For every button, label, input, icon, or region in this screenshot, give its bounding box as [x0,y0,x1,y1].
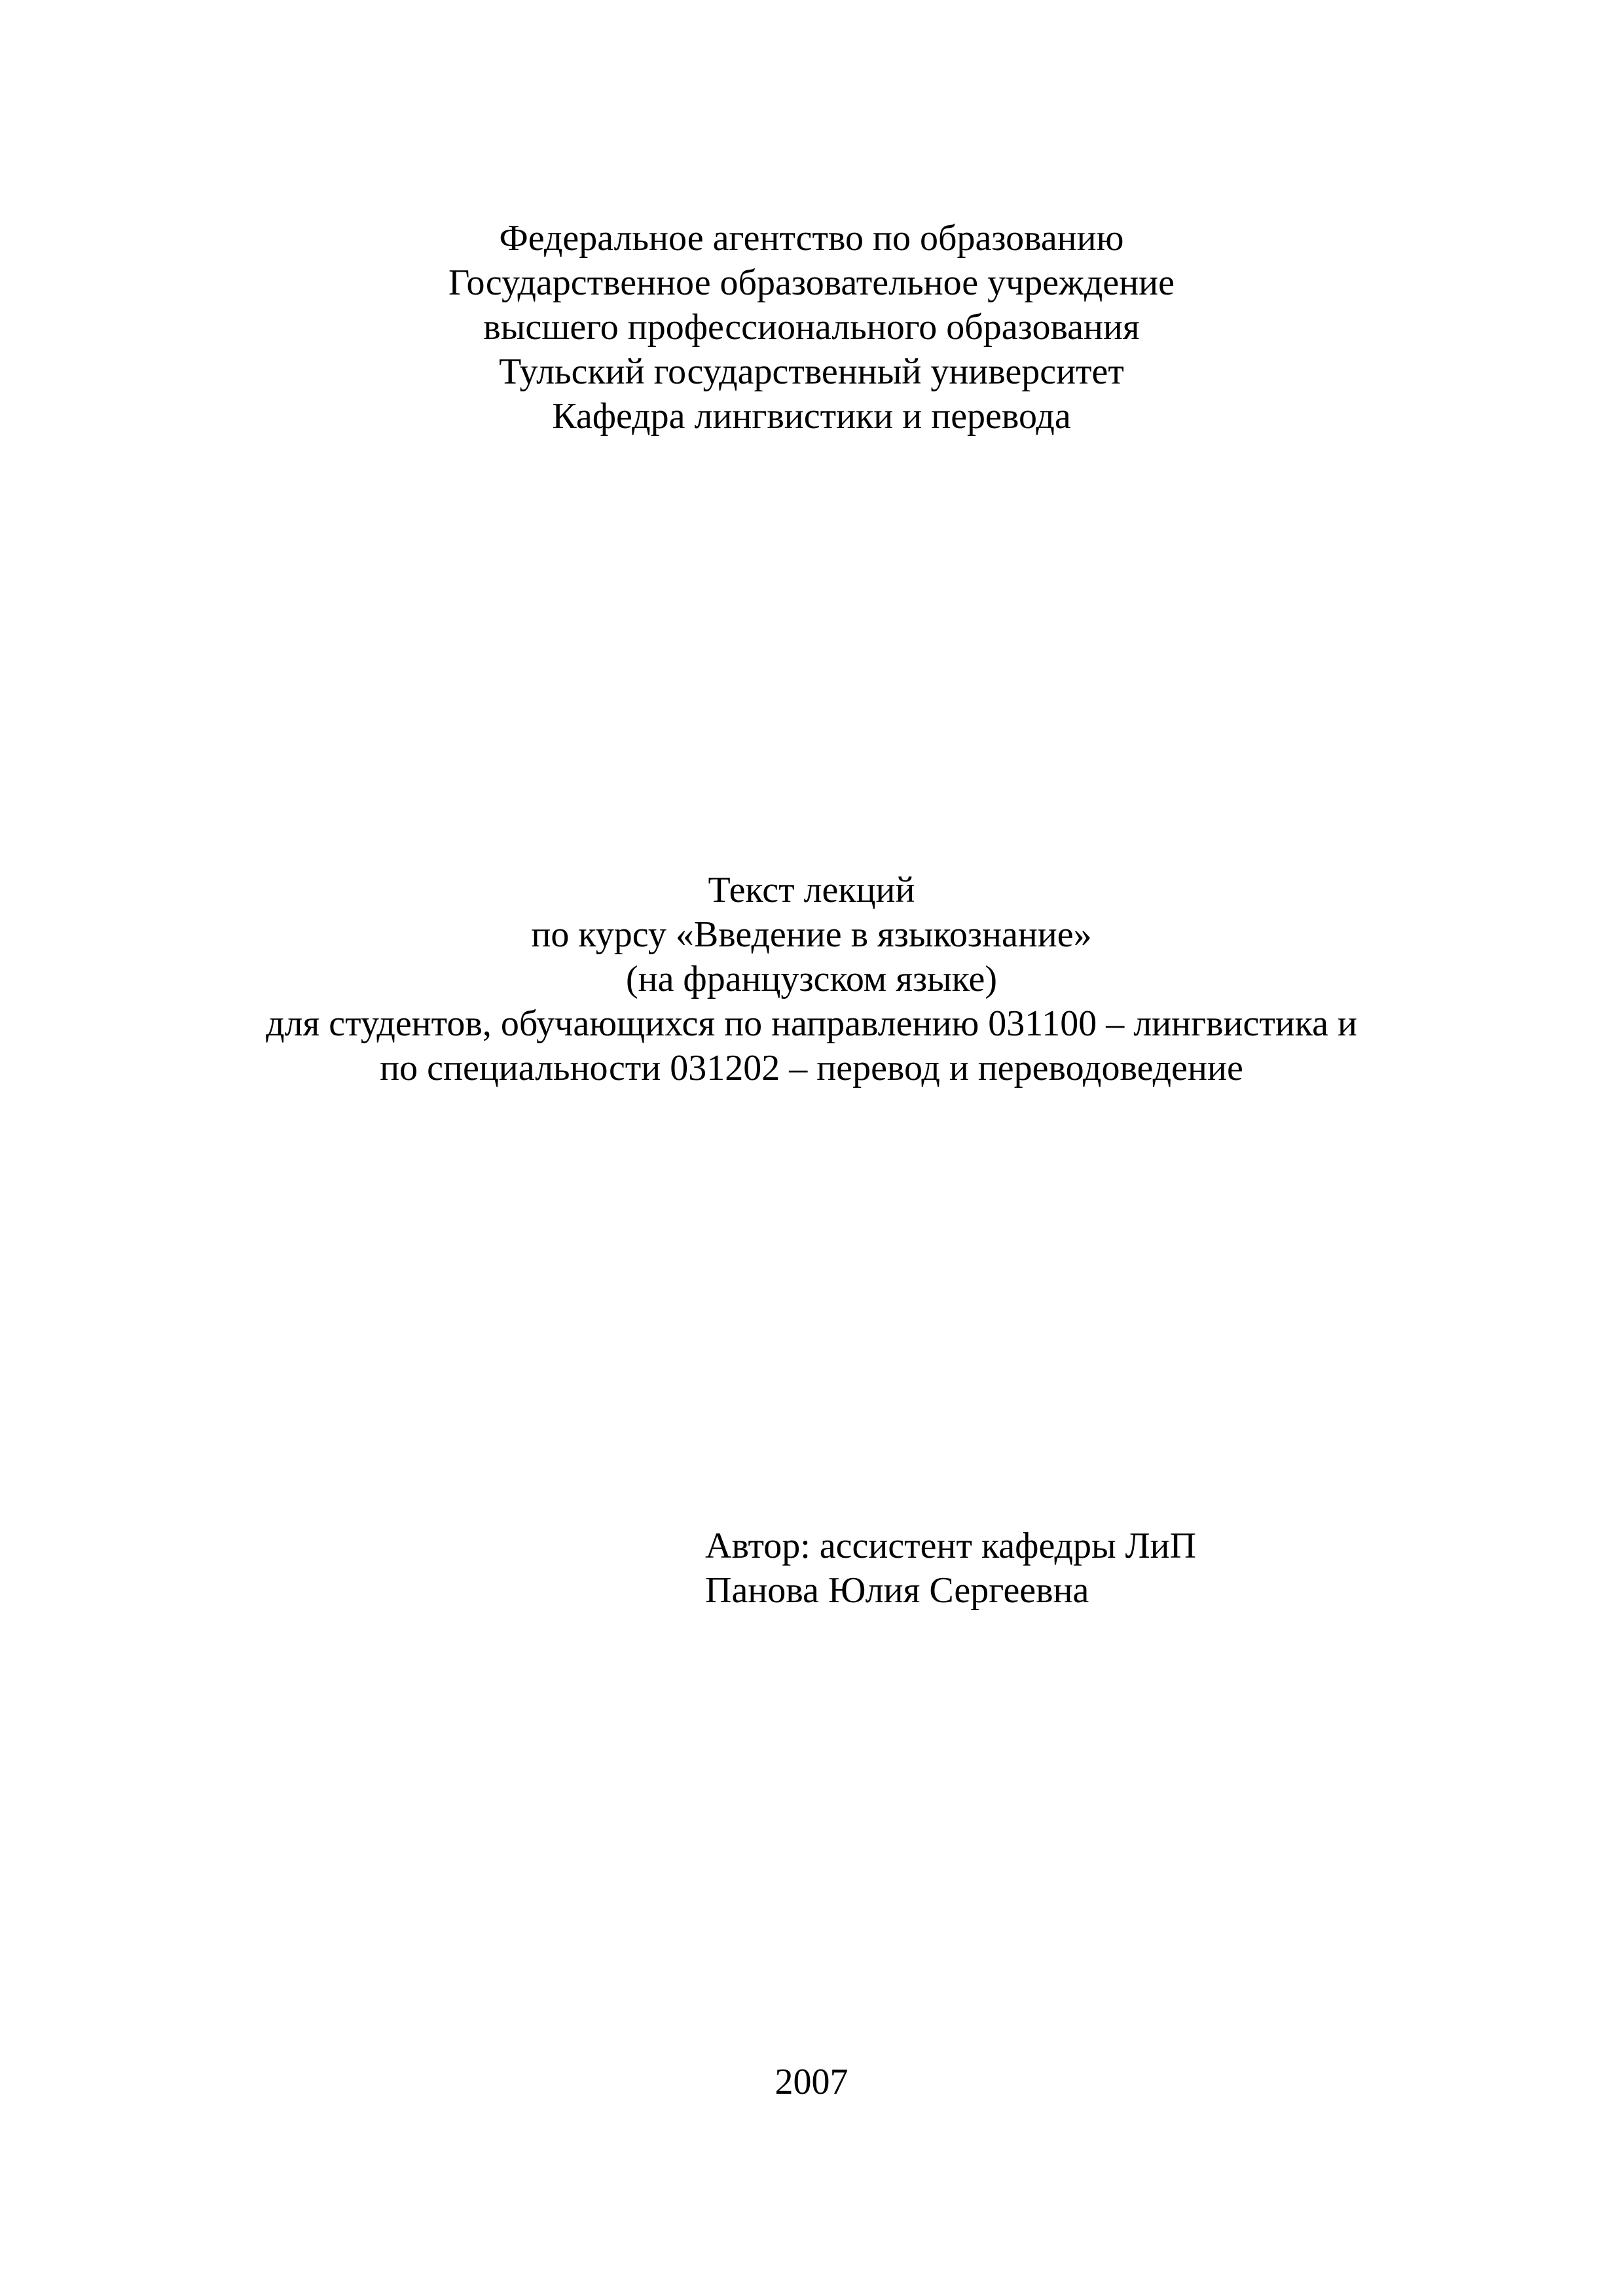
publication-year: 2007 [775,2062,848,2102]
title-line: Текст лекций [708,870,915,910]
title-line: (на французском языке) [625,959,998,999]
header-line: высшего профессионального образования [483,307,1140,348]
document-title [0,868,1623,1090]
author-info [705,1524,1196,1613]
header-line: Тульский государственный университет [499,351,1124,392]
header-line: Государственное образовательное учреждение [448,262,1175,303]
title-line: по специальности 031202 – перевод и переводоведение [380,1048,1243,1088]
header-line: Федеральное агентство по образованию [499,218,1124,259]
institution-header [0,216,1623,439]
title-line: по курсу «Введение в языкознание» [531,914,1092,955]
title-line: для студентов, обучающихся по направлению 031100 – лингвистика и [266,1003,1357,1044]
author-line: Панова Юлия Сергеевна [705,1570,1089,1611]
author-line: Автор: ассистент кафедры ЛиП [705,1526,1197,1566]
header-line: Кафедра лингвистики и перевода [552,396,1071,437]
